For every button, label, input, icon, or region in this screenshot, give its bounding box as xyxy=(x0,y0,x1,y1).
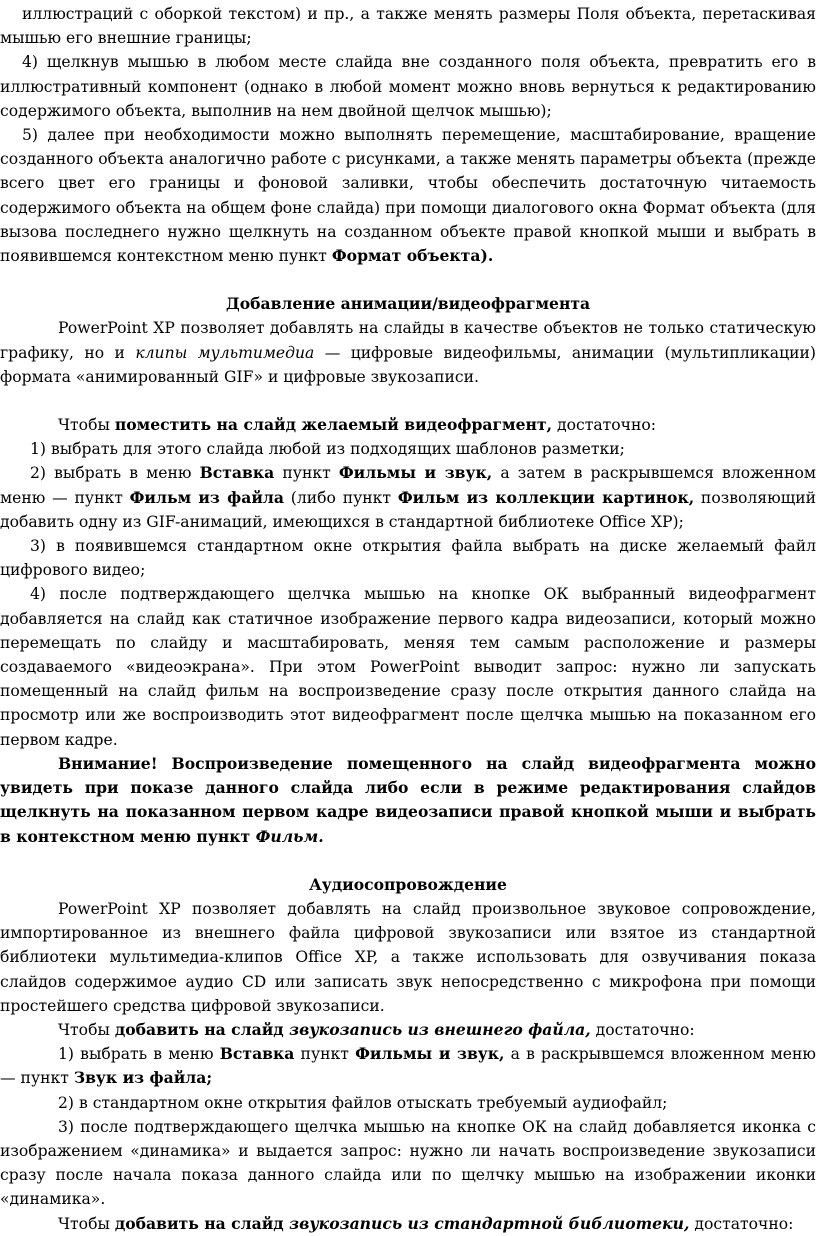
video-howto-end: достаточно: xyxy=(552,416,656,435)
step-text: 2) выбрать в меню xyxy=(30,464,200,483)
howto-end: достаточно: xyxy=(689,1214,794,1233)
movies-and-sound-term: Фильмы и звук, xyxy=(338,463,493,483)
video-howto-lead: Чтобы xyxy=(58,416,115,435)
step-text: 1) выбрать в меню xyxy=(58,1045,220,1064)
step-text: (либо пункт xyxy=(283,488,398,507)
sound-from-file-menu-term: Звук из файла; xyxy=(73,1068,213,1088)
step-text: позволяющий добавить одну из GIF-анимаций, имеющихся в стандартной библиотеке Office XP); xyxy=(0,488,816,531)
paragraph-clips-intro xyxy=(0,316,816,389)
heading-audio: Аудиосопровождение xyxy=(309,874,507,894)
paragraph-audio-step-3: 3) после подтверждающего щелчка мышью на кнопке ОК на слайд добавляется иконка с изображением «динамика» и выдается запрос: нужно ли начать воспроизведение звукозаписи сразу после начала показа данного слайда или по щелчку мышью на изображении иконки «динамика». xyxy=(0,1117,816,1209)
format-object-term: Формат объекта). xyxy=(331,246,494,266)
clips-intro-text: PowerPoint XP позволяет добавлять на слайды в качестве объектов не только статическую графику, но и xyxy=(0,319,816,362)
paragraph-video-howto xyxy=(0,413,816,437)
howto-lead: Чтобы xyxy=(58,1214,115,1233)
paragraph-video-step-2 xyxy=(0,461,816,534)
step-text: пункт xyxy=(274,464,339,483)
step-text: а затем в раскрывшемся вложенном меню — пункт xyxy=(0,464,816,507)
howto-end: достаточно: xyxy=(590,1020,695,1039)
howto-lead: Чтобы xyxy=(58,1020,115,1039)
add-to-slide-bold: добавить на слайд xyxy=(114,1213,290,1233)
step-text: а в раскрывшемся вложенном меню — пункт xyxy=(0,1045,816,1088)
paragraph-video-step-1: 1) выбрать для этого слайда любой из подходящих шаблонов разметки; xyxy=(30,440,625,459)
paragraph-audio-file-howto xyxy=(0,1018,816,1042)
paragraph-video-step-3: 3) в появившемся стандартном окне открытия файла выбрать на диске желаемый файл цифрового видео; xyxy=(0,537,816,580)
paragraph-audio-intro: PowerPoint XP позволяет добавлять на слайд произвольное звуковое сопровождение, импортированное из внешнего файла цифровой звукозаписи или взятое из стандартной библиотеки мультимедиа-клипов Office XP, а также использовать для озвучивания показа слайдов содержимое аудио CD или записать звук непосредственно с микрофона при помощи простейшего средства цифровой звукозаписи. xyxy=(0,899,816,1015)
paragraph-step-4: 4) щелкнув мышью в любом месте слайда вне созданного поля объекта, превратить его в иллюстративный компонент (однако в любой момент можно вновь вернуться к редактированию содержимого объекта, выполнив на нем двойной щелчок мышью); xyxy=(0,53,816,120)
menu-insert-term: Вставка xyxy=(199,463,275,483)
heading-animation-video: Добавление анимации/видеофрагмента xyxy=(225,294,591,314)
sound-from-file-term: звукозапись из внешнего файла, xyxy=(289,1019,591,1039)
paragraph-video-step-4: 4) после подтверждающего щелчка мышью на кнопке ОК выбранный видеофрагмент добавляется на слайд как статичное изображение первого кадра видеозаписи, который можно перемещать по слайду и масштабировать, меняя тем самым расположение и размеры создаваемого «видеоэкрана». При этом PowerPoint выводит запрос: нужно ли запускать помещенный на слайд фильм на воспроизведение сразу после открытия данного слайда на просмотр или же воспроизводить этот видеофрагмент после щелчка мышью на показанном его первом кадре. xyxy=(0,585,816,749)
film-menu-term: Фильм. xyxy=(255,826,324,846)
paragraph-attention-note xyxy=(0,752,816,849)
paragraph-audio-library-howto xyxy=(0,1212,816,1236)
paragraph-step-5 xyxy=(0,123,816,268)
attention-text: Внимание! Воспроизведение помещенного на слайд видеофрагмента можно увидеть при показе данного слайда либо если в режиме редактирования слайдов щелкнуть на показанном первом кадре видеозаписи правой кнопкой мыши и выбрать в контекстном меню пункт xyxy=(0,753,816,846)
movie-from-file-term: Фильм из файла xyxy=(129,487,284,507)
step-text: пункт xyxy=(294,1045,356,1064)
sound-from-library-term: звукозапись из стандартной библиотеки, xyxy=(289,1213,690,1233)
add-to-slide-bold: добавить на слайд xyxy=(114,1019,290,1039)
movies-and-sound-term: Фильмы и звук, xyxy=(355,1044,505,1064)
paragraph-audio-step-2: 2) в стандартном окне открытия файлов отыскать требуемый аудиофайл; xyxy=(58,1093,668,1112)
movie-from-gallery-term: Фильм из коллекции картинок, xyxy=(397,487,695,507)
clips-intro-text-end: — цифровые видеофильмы, анимации (мультипликации) формата «анимированный GIF» и цифровые звукозаписи. xyxy=(0,343,816,386)
paragraph-text-box-continued: иллюстраций с оборкой текстом) и пр., а также менять размеры Поля объекта, перетаскивая мышью его внешние границы; xyxy=(0,5,816,48)
video-howto-bold: поместить на слайд желаемый видеофрагмент, xyxy=(114,415,553,435)
multimedia-clips-term: клипы мультимедиа xyxy=(135,343,315,362)
step-5-text: 5) далее при необходимости можно выполнять перемещение, масштабирование, вращение созданного объекта аналогично работе с рисунками, а также менять параметры объекта (прежде всего цвет его границы и фоновой заливки, чтобы обеспечить достаточную читаемость содержимого объекта на общем фоне слайда) при помощи диалогового окна Формат объекта (для вызова последнего нужно щелкнуть на созданном объекте правой кнопкой мыши и выбрать в появившемся контекстном меню пункт xyxy=(0,126,816,266)
menu-insert-term: Вставка xyxy=(219,1044,295,1064)
paragraph-audio-step-1 xyxy=(0,1042,816,1090)
